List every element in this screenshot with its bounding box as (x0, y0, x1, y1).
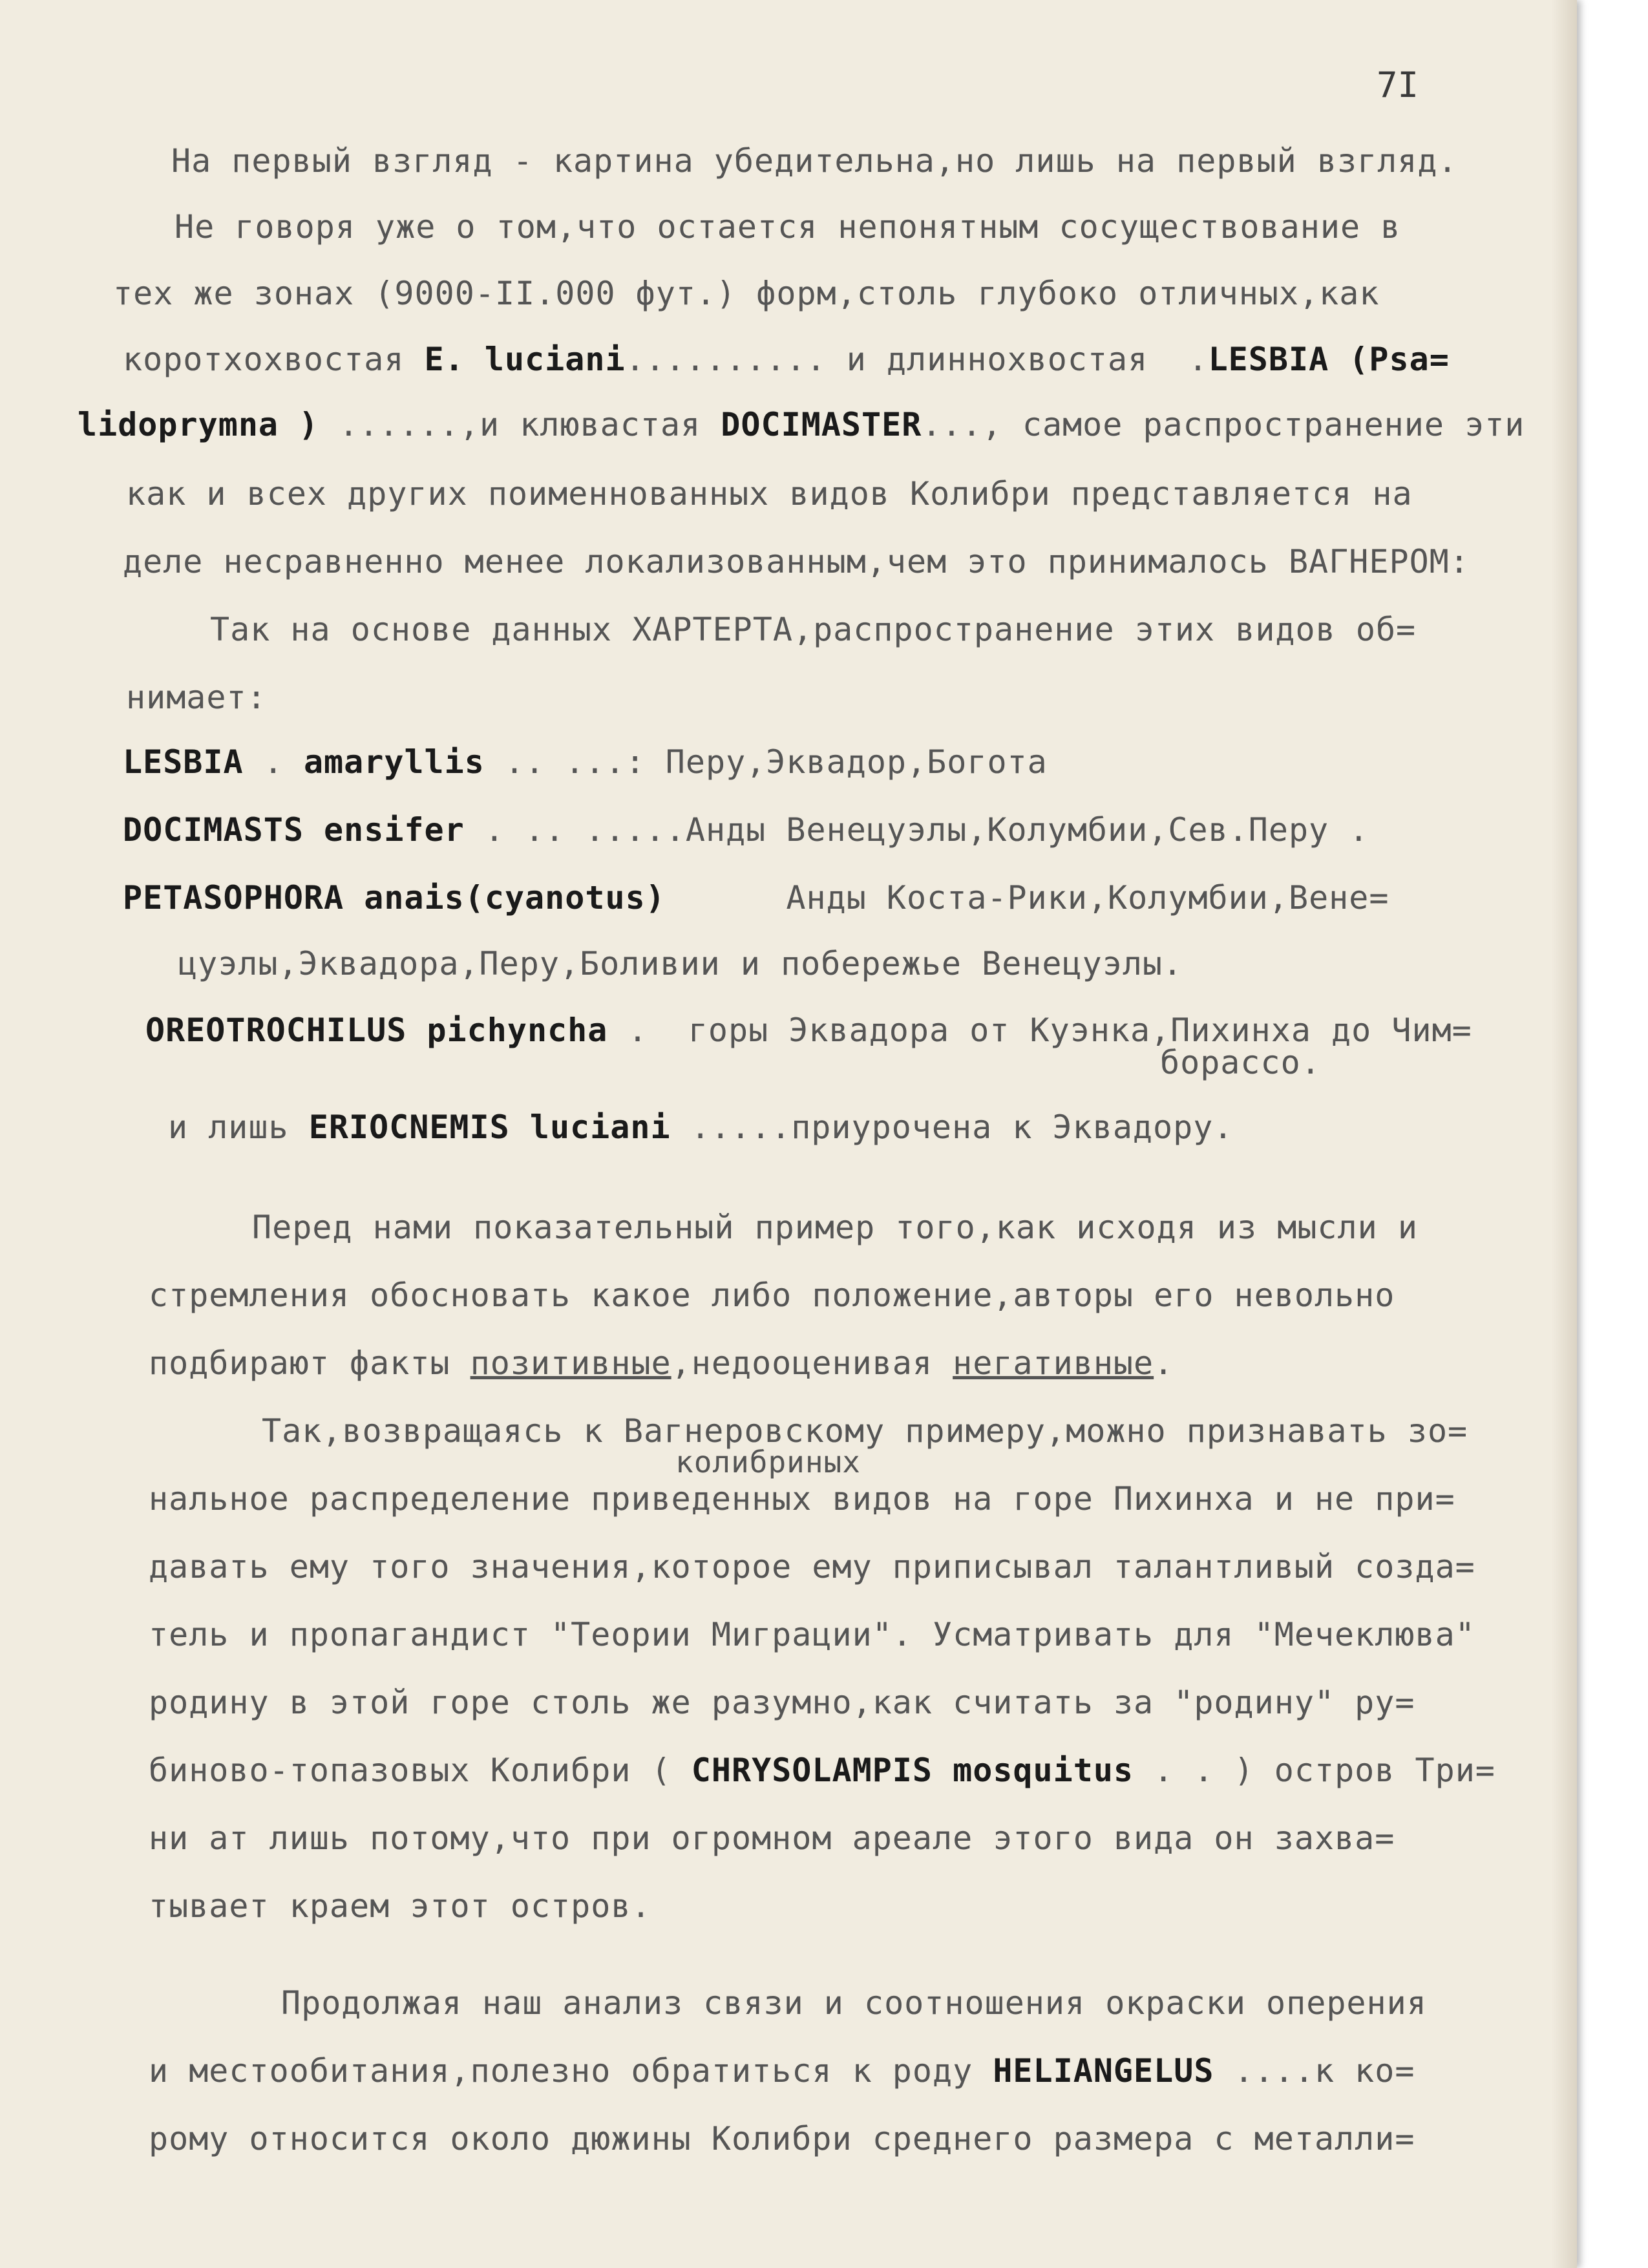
text-run: . (1154, 1344, 1174, 1382)
text-line: Перед нами показательный пример того,как исходя из мысли и (252, 1209, 1418, 1246)
text-line: давать ему того значения,которое ему приписывал талантливый созда= (149, 1548, 1475, 1585)
text-run: ....к ко= (1214, 2052, 1415, 2090)
species-entry (123, 743, 1048, 781)
latin-name: E. luciani (424, 341, 626, 378)
text-line: нимает: (126, 679, 267, 716)
text-run: . (243, 743, 304, 781)
text-run: подбирают факты (149, 1344, 470, 1382)
text-run: . горы Эквадора от Куэнка,Пихинха до Чим= (607, 1012, 1472, 1049)
latin-name: OREOTROCHILUS pichyncha (145, 1012, 608, 1049)
text-line: тель и пропагандист "Теории Миграции". Усматривать для "Мечеклюва" (149, 1616, 1475, 1653)
text-line: Не говоря уже о том,что остается непонятным сосуществование в (174, 208, 1401, 246)
latin-name: amaryllis (303, 743, 485, 781)
latin-name: LESBIA (Psa= (1208, 341, 1450, 378)
latin-name: ERIOCNEMIS luciani (308, 1108, 671, 1146)
text-line (123, 341, 1450, 378)
text-run: Анды Коста-Рики,Колумбии,Вене= (665, 879, 1389, 917)
text-line: стремления обосновать какое либо положение,авторы его невольно (149, 1277, 1395, 1314)
latin-name: DOCIMASTER (721, 406, 922, 443)
text-line (149, 1752, 1495, 1789)
interlinear-insertion: колибриных (675, 1445, 861, 1479)
text-line: Продолжая наш анализ связи и соотношения окраски оперения (281, 1984, 1427, 2022)
text-line: как и всех других поименнованных видов Колибри представляется на (126, 475, 1413, 513)
text-line (78, 406, 1525, 443)
text-run: коротхохвостая (123, 341, 425, 378)
underlined-word: негативные (953, 1344, 1154, 1382)
text-line: нальное распределение приведенных видов на горе Пихинха и не при= (149, 1480, 1455, 1518)
text-run: ..., самое распространение эти (922, 406, 1525, 443)
underlined-word: позитивные (470, 1344, 671, 1382)
text-line: тывает краем этот остров. (149, 1887, 651, 1925)
latin-name: CHRYSOLAMPIS mosquitus (691, 1752, 1134, 1789)
species-entry (168, 1108, 1233, 1146)
species-entry (123, 879, 1389, 917)
text-line: рому относится около дюжины Колибри среднего размера с металли= (149, 2120, 1415, 2157)
text-line: цуэлы,Эквадора,Перу,Боливии и побережье Венецуэлы. (178, 945, 1183, 982)
text-line (149, 2052, 1415, 2090)
text-run: .. ...: Перу,Эквадор,Богота (484, 743, 1048, 781)
text-run: .......... и длиннохвостая . (625, 341, 1209, 378)
text-line: тех же зонах (9000-II.000 фут.) форм,столь глубоко отличных,как (113, 275, 1380, 312)
text-line: родину в этой горе столь же разумно,как считать за "родину" ру= (149, 1684, 1415, 1721)
text-run: ......,и клювастая (319, 406, 721, 443)
text-run: . .. .....Анды Венецуэлы,Колумбии,Сев.Перу . (464, 811, 1369, 849)
text-run: .....приурочена к Эквадору. (670, 1108, 1234, 1146)
latin-name: PETASOPHORA anais(cyanotus) (123, 879, 666, 917)
text-line: Так,возвращаясь к Вагнеровскому примеру,можно признавать зо= (262, 1412, 1468, 1450)
text-line: ни ат лишь потому,что при огромном ареале этого вида он захва= (149, 1819, 1395, 1857)
text-line (149, 1344, 1174, 1382)
text-line: деле несравненно менее локализованным,чем это принималось ВАГНЕРОМ: (123, 543, 1470, 580)
species-entry (123, 811, 1369, 849)
text-line: На первый взгляд - картина убедительна,но лишь на первый взгляд. (171, 142, 1458, 180)
page-number: 7I (1377, 65, 1419, 105)
text-run: биново-топазовых Колибри ( (149, 1752, 692, 1789)
text-line: Так на основе данных ХАРТЕРТА,распространение этих видов об= (210, 611, 1417, 648)
text-line: борассо. (1160, 1044, 1321, 1081)
latin-name: LESBIA (123, 743, 244, 781)
text-run: и лишь (168, 1108, 309, 1146)
latin-name: HELIANGELUS (993, 2052, 1214, 2090)
text-run: и местообитания,полезно обратиться к роду (149, 2052, 993, 2090)
text-run: . . ) остров Три= (1134, 1752, 1495, 1789)
latin-name: DOCIMASTS ensifer (123, 811, 465, 849)
text-run: ,недооценивая (671, 1344, 953, 1382)
latin-name: lidoprymna ) (78, 406, 319, 443)
